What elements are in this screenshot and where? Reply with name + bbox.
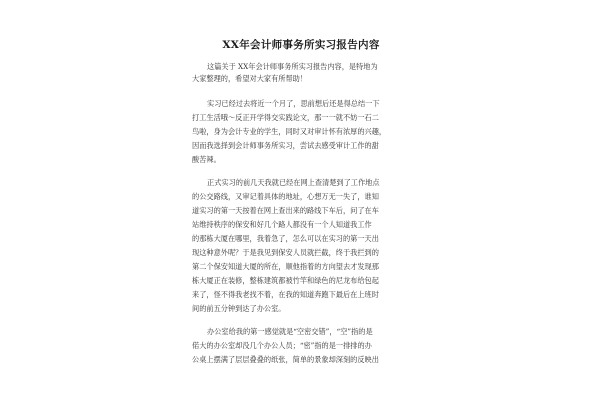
paragraph-line: 正式实习的前几天我就已经在网上查清楚到了工作地点 (207, 178, 380, 187)
paragraph-line: 的那栋大厦在哪里，我着急了，怎么可以在实习的第一天出 (192, 234, 379, 243)
paragraph-line: 打工生活哦～反正开学得交实践论文，那一一就不妨一石二 (192, 113, 379, 122)
paragraph-line: 第二个保安知道大厦的所在，顺他指着的方向望去才发现那 (192, 262, 379, 271)
paragraph-line: 间的前五分钟到达了办公室。 (192, 304, 286, 313)
paragraph-line: 鸟啦，身为会计专业的学生，同时又对审计怀有浓厚的兴趣， (192, 127, 387, 136)
paragraph-line: 因而我选择到会计师事务所实习，尝试去感受审计工作的甜 (192, 141, 379, 150)
paragraph-line: 偌大的办公室却没几个办公人员；“密”指的是一排排的办 (192, 341, 372, 350)
paragraph-line: 道实习的第一天按着在网上查出来的路线下车后，问了在车 (192, 206, 379, 215)
paragraph-line: 现这种意外呢？于是我见到保安人员就拦截，终于我拦到的 (192, 248, 379, 257)
paragraph-line: 的公交路线，又审记着具体的地址，心想万无一失了，谁知 (192, 192, 379, 201)
paragraph-line: 栋大厦正在装修，整栋建筑都被竹竿和绿色的尼龙布给包起 (192, 276, 379, 285)
intro-line: 大家整理的，希望对大家有所帮助！ (192, 74, 308, 83)
paragraph-line: 实习已经过去将近一个月了，思前想后还是得总结一下 (207, 99, 380, 108)
paragraph-line: 站维持秩序的保安和好几个路人都没有一个人知道我工作 (192, 220, 372, 229)
paragraph-line: 公桌上摆满了层层叠叠的纸张，简单的景象却深刻的反映出 (192, 355, 379, 364)
document-page (192, 0, 410, 400)
paragraph-line: 来了，怪不得我老找不着，在我的知道奔跑下最后在上班时 (192, 290, 379, 299)
document-title: XX年会计师事务所实习报告内容 (222, 39, 380, 51)
intro-line: 这篇关于 XX年会计师事务所实习报告内容，是特地为 (207, 62, 378, 71)
paragraph-line: 办公室给我的第一感觉就是“空密交错”，“空”指的是 (207, 327, 373, 336)
paragraph-line: 酸苦辣。 (192, 155, 221, 164)
